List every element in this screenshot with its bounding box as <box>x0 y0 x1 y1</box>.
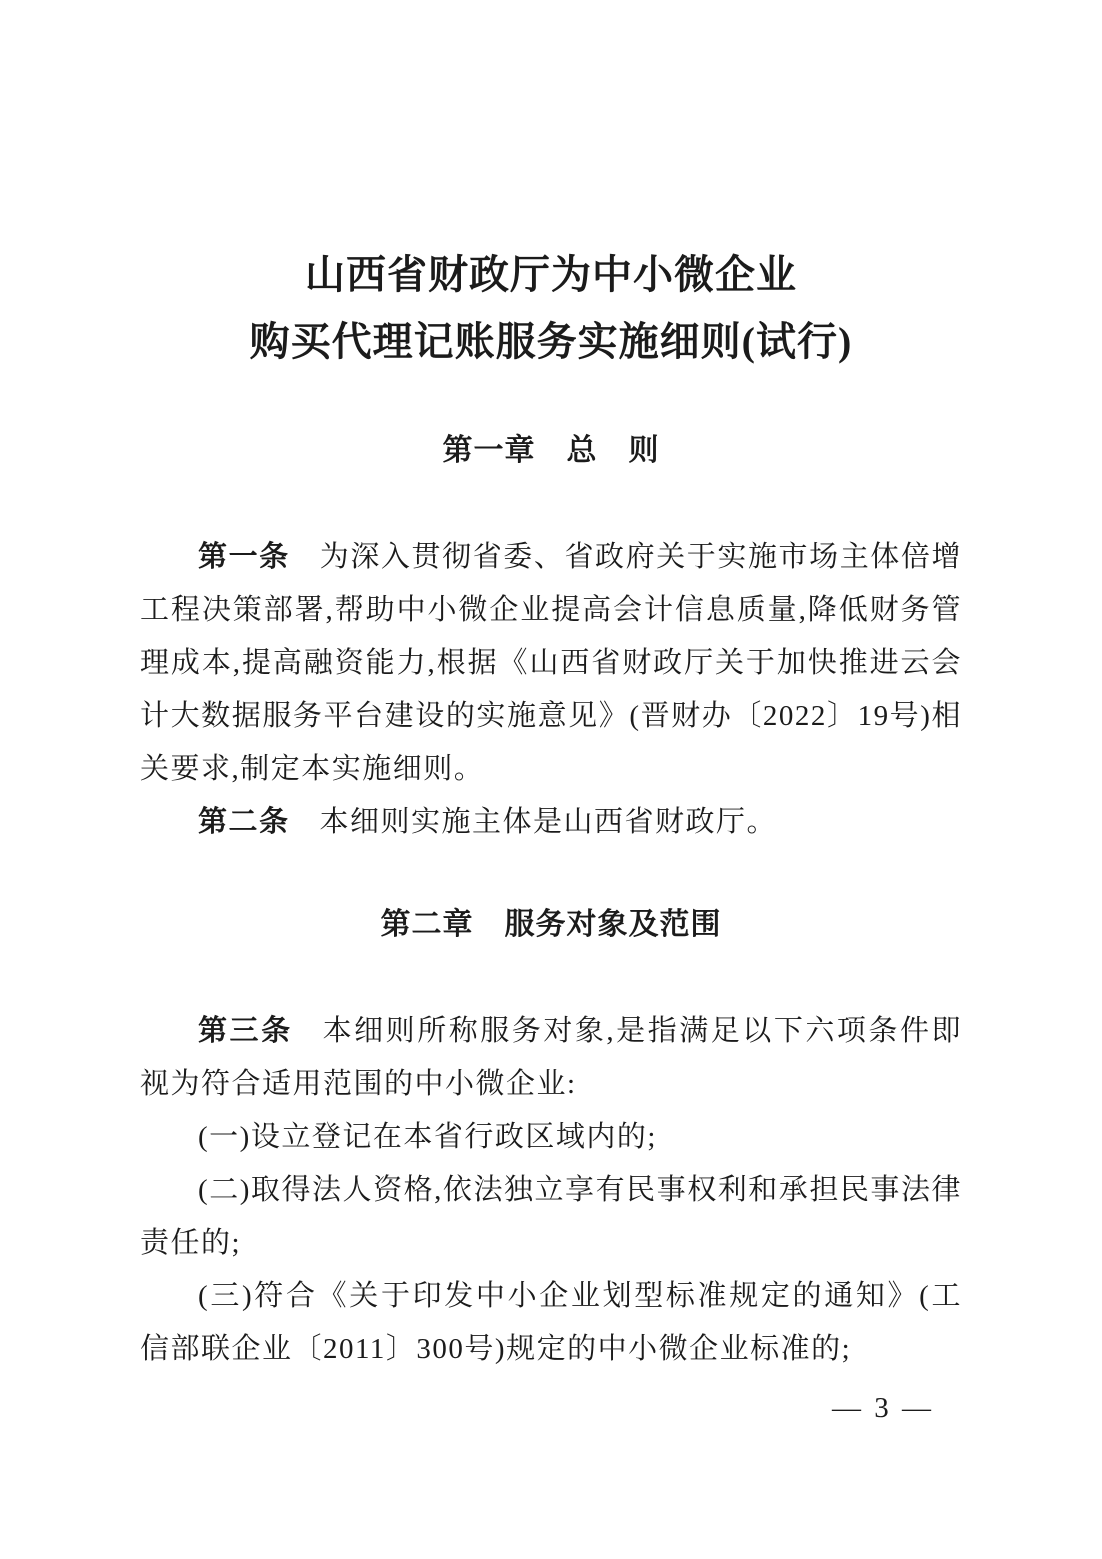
chapter2-body <box>140 1005 962 1376</box>
article3-text: 本细则所称服务对象,是指满足以下六项条件即视为符合适用范围的中小微企业: <box>140 1015 962 1100</box>
chapter1-body <box>140 531 962 849</box>
document-content <box>140 0 962 1376</box>
article3-label: 第三条 <box>198 1015 293 1047</box>
article3-paragraph <box>140 1005 962 1111</box>
article1-label: 第一条 <box>198 541 290 573</box>
chapter2-heading: 第二章 服务对象及范围 <box>380 908 722 941</box>
document-title <box>140 0 962 375</box>
chapter1-heading: 第一章 总 则 <box>442 434 660 467</box>
article2-text: 本细则实施主体是山西省财政厅。 <box>319 806 778 838</box>
page-number: — 3 — <box>832 1392 934 1424</box>
article2-paragraph <box>140 796 962 849</box>
condition-item-2: (二)取得法人资格,依法独立享有民事权利和承担民事法律责任的; <box>140 1174 962 1259</box>
article1-text: 为深入贯彻省委、省政府关于实施市场主体倍增工程决策部署,帮助中小微企业提高会计信息质量,降低财务管理成本,提高融资能力,根据《山西省财政厅关于加快推进云会计大数据服务平台建设的实施意见》(晋财办〔2022〕19号)相关要求,制定本实施细则。 <box>140 541 962 785</box>
condition-item-3: (三)符合《关于印发中小企业划型标准规定的通知》(工信部联企业〔2011〕300号)规定的中小微企业标准的; <box>140 1280 962 1365</box>
condition-item-1: (一)设立登记在本省行政区域内的; <box>198 1121 657 1153</box>
document-title-line1: 山西省财政厅为中小微企业 <box>305 252 797 297</box>
article1-paragraph <box>140 531 962 796</box>
document-title-line2: 购买代理记账服务实施细则(试行) <box>249 319 853 364</box>
article2-label: 第二条 <box>198 806 290 838</box>
